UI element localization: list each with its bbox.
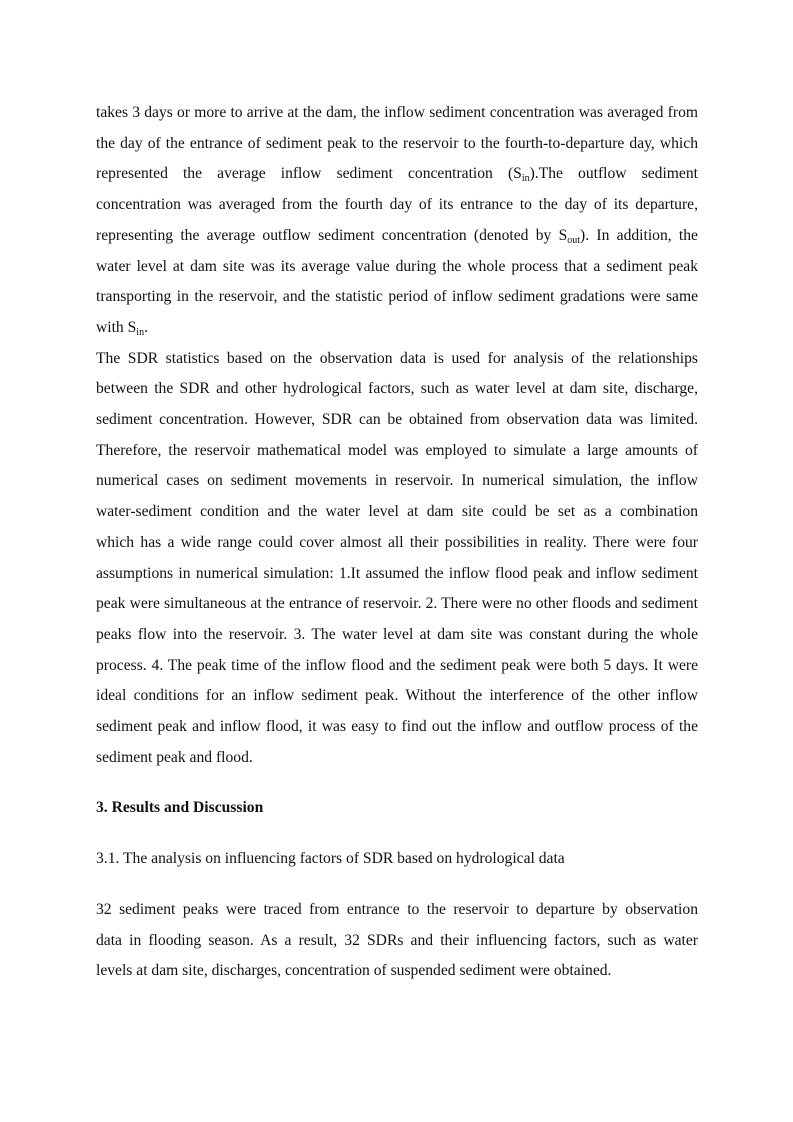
paragraph-sediment-concentration-definition bbox=[96, 98, 698, 344]
text-segment: ). In addition, the bbox=[580, 226, 698, 244]
paragraph-line: assumptions in numerical simulation: 1.It assumed the inflow flood peak and inflow sediment bbox=[96, 564, 698, 582]
paragraph-numerical-simulation bbox=[96, 344, 698, 774]
paragraph-line: water-sediment condition and the water level at dam site could be set as a combination bbox=[96, 503, 698, 521]
paragraph-line: numerical cases on sediment movements in reservoir. In numerical simulation, the inflow bbox=[96, 472, 698, 490]
paragraph-line: data in flooding season. As a result, 32 SDRs and their influencing factors, such as water bbox=[96, 931, 698, 949]
paragraph-line: Therefore, the reservoir mathematical model was employed to simulate a large amounts of bbox=[96, 441, 698, 459]
section-heading: 3. Results and Discussion bbox=[96, 799, 264, 817]
paragraph-line: process. 4. The peak time of the inflow flood and the sediment peak were both 5 days. It were bbox=[96, 656, 698, 674]
spacer bbox=[96, 824, 698, 844]
subscript-out: out bbox=[567, 234, 581, 246]
paragraph-line bbox=[96, 313, 698, 344]
paragraph-line: sediment peak and flood. bbox=[96, 748, 253, 766]
paragraph-line: the day of the entrance of sediment peak to the reservoir to the fourth-to-departure day, which bbox=[96, 134, 698, 152]
paragraph-line: between the SDR and other hydrological factors, such as water level at dam site, discharge, bbox=[96, 380, 698, 398]
text-segment: . bbox=[144, 318, 148, 336]
paragraph-line: 32 sediment peaks were traced from entrance to the reservoir to departure by observation bbox=[96, 900, 698, 918]
paragraph-line bbox=[96, 221, 698, 252]
text-segment: represented the average inflow sediment concentration (S bbox=[96, 165, 522, 183]
paragraph-line: ideal conditions for an inflow sediment peak. Without the interference of the other inflow bbox=[96, 687, 698, 705]
paragraph-line: water level at dam site was its average value during the whole process that a sediment peak bbox=[96, 257, 698, 275]
paragraph-line: transporting in the reservoir, and the statistic period of inflow sediment gradations were same bbox=[96, 288, 698, 306]
paragraph-line: sediment peak and inflow flood, it was easy to find out the inflow and outflow process of the bbox=[96, 718, 698, 736]
text-segment: ).The outflow sediment bbox=[529, 165, 698, 183]
paragraph-line: takes 3 days or more to arrive at the dam, the inflow sediment concentration was averaged from bbox=[96, 104, 698, 121]
subscript-in: in bbox=[136, 326, 145, 338]
spacer bbox=[96, 773, 698, 793]
paragraph-line: which has a wide range could cover almost all their possibilities in reality. There were four bbox=[96, 533, 698, 551]
subscript-in: in bbox=[521, 173, 530, 185]
spacer bbox=[96, 875, 698, 895]
paragraph-line bbox=[96, 159, 698, 190]
paragraph-line: levels at dam site, discharges, concentration of suspended sediment were obtained. bbox=[96, 962, 612, 980]
paragraph-line: concentration was averaged from the fourth day of its entrance to the day of its departure, bbox=[96, 196, 698, 214]
paragraph-line: The SDR statistics based on the observation data is used for analysis of the relationships bbox=[96, 349, 698, 367]
text-segment: representing the average outflow sediment concentration (denoted by S bbox=[96, 226, 568, 244]
subsection-heading: 3.1. The analysis on influencing factors of SDR based on hydrological data bbox=[96, 850, 565, 868]
paragraph-line: sediment concentration. However, SDR can be obtained from observation data was limited. bbox=[96, 411, 698, 429]
text-segment: with S bbox=[96, 318, 137, 336]
paragraph-line: peaks flow into the reservoir. 3. The water level at dam site was constant during the whole bbox=[96, 625, 698, 643]
document-page bbox=[96, 98, 698, 987]
paragraph-sediment-peaks-traced bbox=[96, 895, 698, 987]
paragraph-line: peak were simultaneous at the entrance of reservoir. 2. There were no other floods and sediment bbox=[96, 595, 698, 613]
